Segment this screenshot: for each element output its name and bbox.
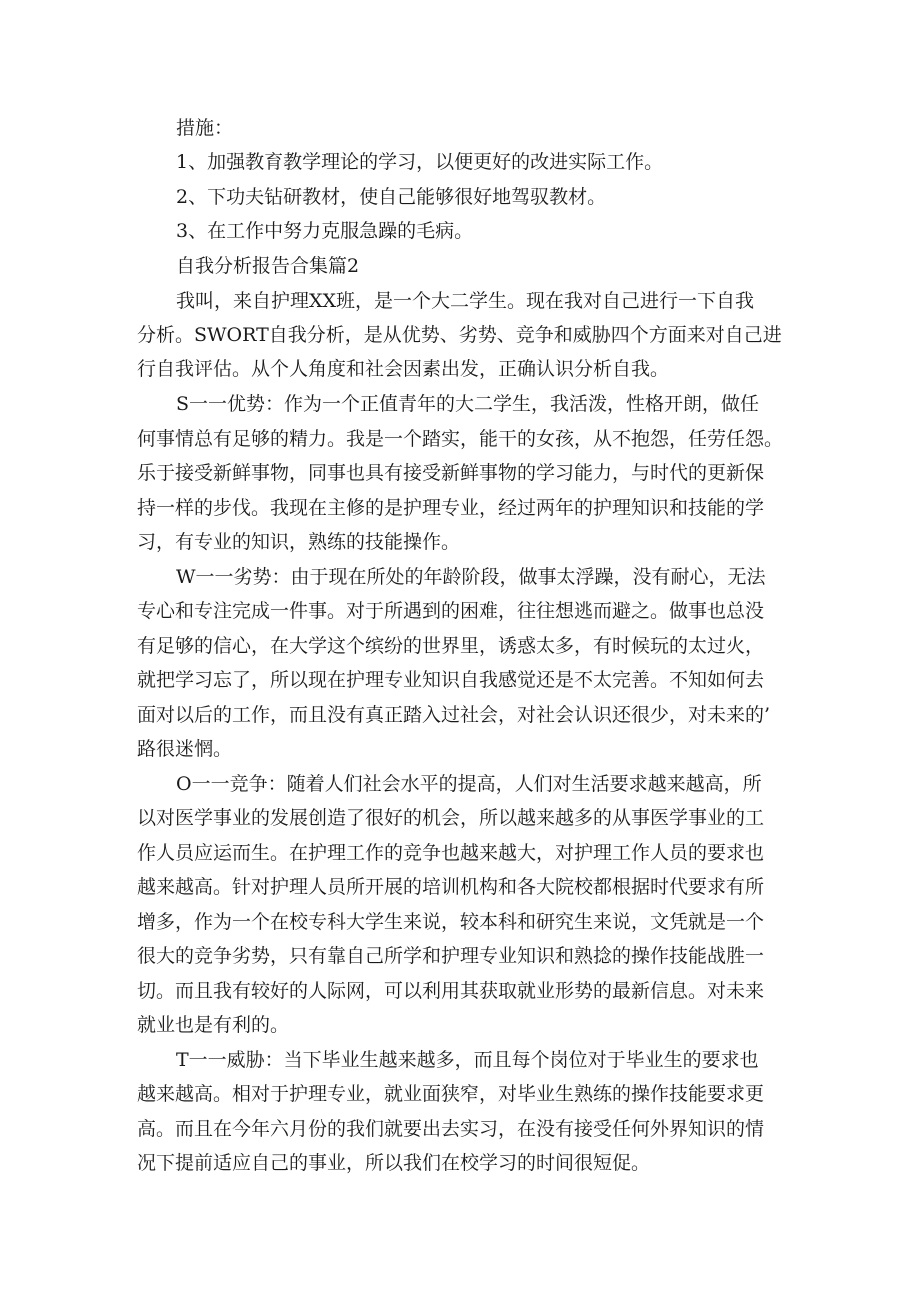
text-line: 就业也是有利的。: [137, 1014, 290, 1036]
text-line: 越来越高。针对护理人员所开展的培训机构和各大院校都根据时代要求有所: [137, 876, 765, 898]
text-line: 2、下功夫钻研教材，使自己能够很好地驾驭教材。: [176, 186, 607, 208]
text-line: 持一样的步伐。我现在主修的是护理专业，经过两年的护理知识和技能的学: [137, 497, 765, 519]
text-line: 就把学习忘了，所以现在护理专业知识自我感觉还是不太完善。不知如何去: [137, 669, 765, 691]
text-line: 切。而且我有较好的人际网，可以利用其获取就业形势的最新信息。对未来: [137, 980, 765, 1002]
text-line: 习，有专业的知识，熟练的技能操作。: [137, 531, 461, 553]
text-line: 何事情总有足够的精力。我是一个踏实，能干的女孩，从不抱怨，任劳任怨。: [137, 428, 784, 450]
text-line: 专心和专注完成一件事。对于所遇到的困难，往往想逃而避之。做事也总没: [137, 600, 765, 622]
text-line: 分析。SWORT自我分析，是从优势、劣势、竞争和威胁四个方面来对自己进: [137, 324, 782, 346]
text-line: 3、在工作中努力克服急躁的毛病。: [176, 220, 474, 242]
text-line: 措施：: [176, 117, 234, 139]
text-line: 越来越高。相对于护理专业，就业面狭窄，对毕业生熟练的操作技能要求更: [137, 1083, 765, 1105]
text-line: 高。而且在今年六月份的我们就要出去实习，在没有接受任何外界知识的情: [137, 1118, 765, 1140]
text-line: 1、加强教育教学理论的学习，以便更好的改进实际工作。: [176, 151, 664, 173]
text-line: W一一劣势：由于现在所处的年龄阶段，做事太浮躁，没有耐心，无法: [176, 566, 766, 588]
text-line: 路很迷惘。: [137, 738, 233, 760]
text-line: T一一威胁：当下毕业生越来越多，而且每个岗位对于毕业生的要求也: [176, 1049, 759, 1071]
text-line: 有足够的信心，在大学这个缤纷的世界里，诱惑太多，有时候玩的太过火，: [137, 635, 765, 657]
text-line: S一一优势：作为一个正值青年的大二学生，我活泼，性格开朗，做任: [176, 393, 760, 415]
text-line: 我叫，来自护理XX班，是一个大二学生。现在我对自己进行一下自我: [176, 290, 755, 312]
text-line: 以对医学事业的发展创造了很好的机会，所以越来越多的从事医学事业的工: [137, 807, 765, 829]
text-line: 面对以后的工作，而且没有真正踏入过社会，对社会认识还很少，对未来的’: [137, 704, 771, 726]
text-line: 况下提前适应自己的事业，所以我们在校学习的时间很短促。: [137, 1152, 651, 1174]
text-line: O一一竞争：随着人们社会水平的提高，人们对生活要求越来越高，所: [176, 773, 762, 795]
text-line: 作人员应运而生。在护理工作的竞争也越来越大，对护理工作人员的要求也: [137, 842, 765, 864]
section-heading: 自我分析报告合集篇2: [176, 255, 360, 277]
text-line: 行自我评估。从个人角度和社会因素出发，正确认识分析自我。: [137, 358, 670, 380]
text-line: 乐于接受新鲜事物，同事也具有接受新鲜事物的学习能力，与时代的更新保: [137, 462, 765, 484]
text-line: 增多，作为一个在校专科大学生来说，较本科和研究生来说，文凭就是一个: [137, 911, 765, 933]
text-line: 很大的竞争劣势，只有靠自己所学和护理专业知识和熟捻的操作技能战胜一: [137, 945, 765, 967]
